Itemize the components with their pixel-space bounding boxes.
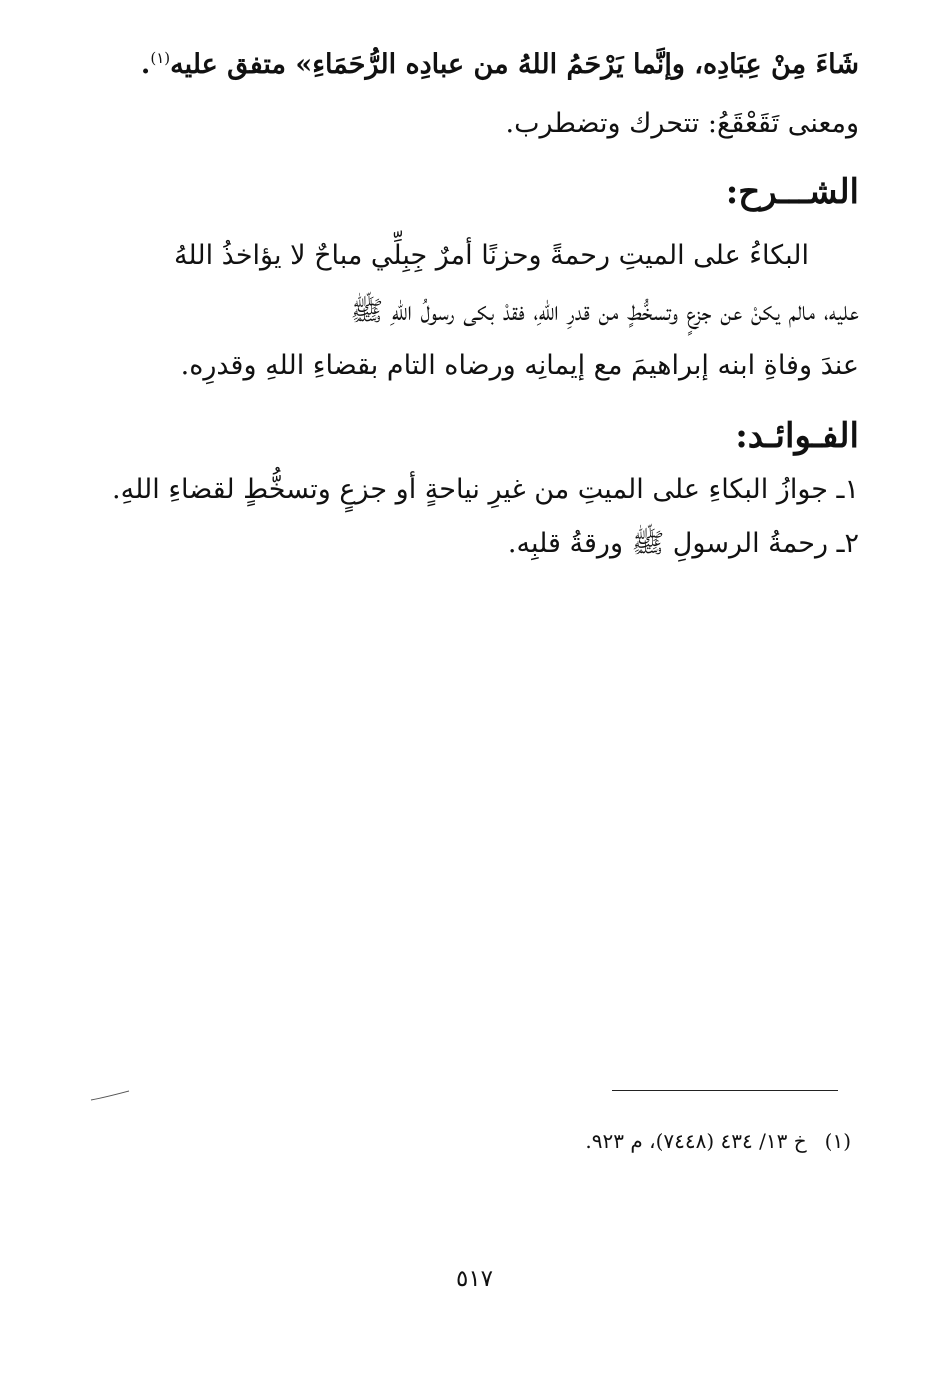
footnote	[585, 1124, 851, 1158]
page-number: ٥١٧	[455, 1266, 494, 1292]
hadith-end-period: .	[140, 49, 151, 80]
hadith-text: شَاءَ مِنْ عِبَادِه، وإنَّما يَرْحَمُ اللهُ من عبادِه الرُّحَمَاءِ» متفق عليه	[170, 49, 859, 80]
fawaid-heading: الفـوائـد:	[735, 416, 859, 456]
sharh-paragraph-line-1: البكاءُ على الميتِ رحمةً وحزنًا أمرٌ جِبِلِّي مباحٌ لا يؤاخذُ اللهُ	[173, 240, 809, 271]
fawaid-item-2: ٢ـ رحمةُ الرسولِ ﷺ ورقةُ قلبِه.	[507, 528, 859, 559]
sharh-heading: الشـــرح:	[725, 172, 859, 212]
hadith-closing-line	[141, 38, 859, 85]
word-meaning-line: ومعنى تَقَعْقَعُ: تتحرك وتضطرب.	[505, 108, 859, 139]
footnote-text: خ ١٣/ ٤٣٤ (٧٤٤٨)، م ٩٢٣.	[585, 1129, 807, 1153]
sharh-paragraph-line-3: عندَ وفاةِ ابنه إبراهيمَ مع إيمانِه ورضاه التام بقضاءِ اللهِ وقدرِه.	[180, 350, 859, 381]
scan-artifact-mark	[90, 1088, 130, 1102]
footnote-marker: (١)	[824, 1129, 851, 1153]
fawaid-item-1: ١ـ جوازُ البكاءِ على الميتِ من غيرِ نياحةٍ أو جزعٍ وتسخُّطٍ لقضاءِ اللهِ.	[112, 474, 859, 505]
sharh-paragraph-line-2: عليه، مالم يكنْ عن جزعٍ وتسخُّطٍ من قدرِ اللهِ، فقدْ بكى رسولُ اللهِ ﷺ	[350, 296, 859, 327]
footnote-separator	[612, 1090, 838, 1091]
footnote-reference: (١)	[150, 49, 171, 67]
